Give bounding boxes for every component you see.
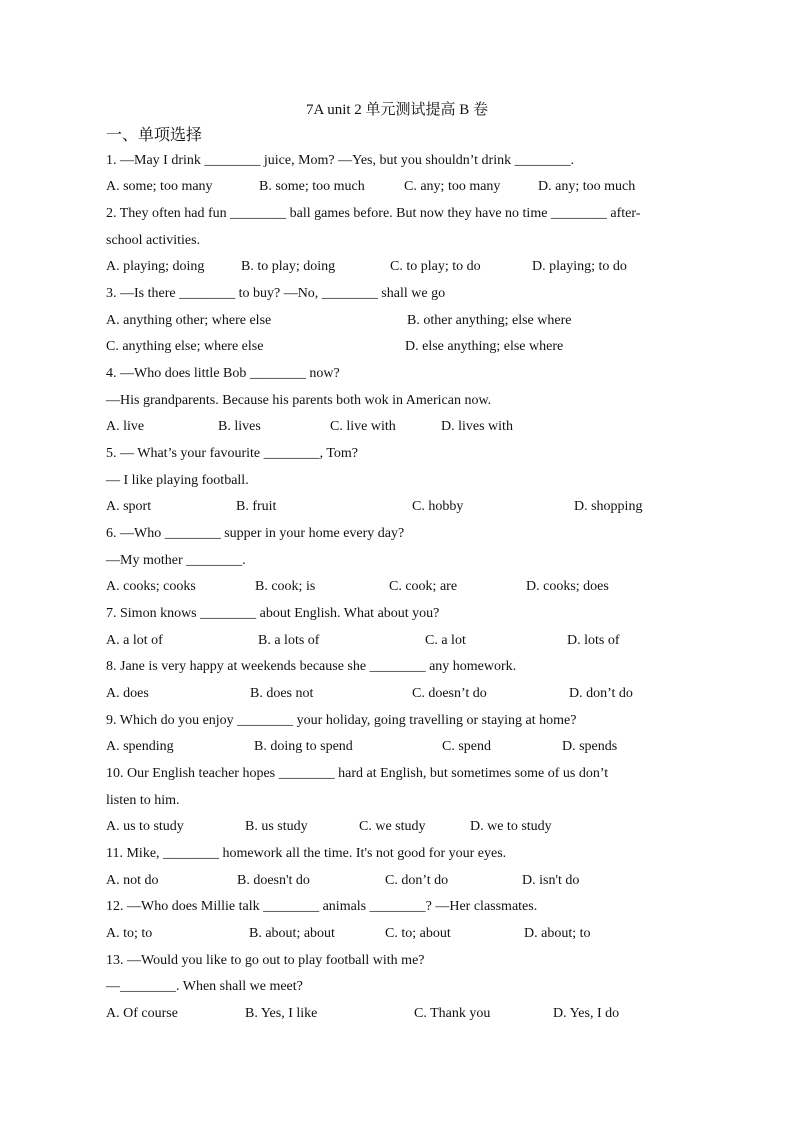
question-text-line: school activities. <box>106 233 201 248</box>
answer-option: D. about; to <box>524 926 591 941</box>
answer-option: C. cook; are <box>389 579 458 594</box>
answer-option: A. anything other; where else <box>106 313 272 328</box>
answer-option: C. spend <box>442 739 491 754</box>
question-text-line: 1. —May I drink ________ juice, Mom? —Yes, but you shouldn’t drink ________. <box>106 153 575 168</box>
answer-option: B. does not <box>250 686 314 701</box>
answer-option: C. hobby <box>412 499 464 514</box>
question-text-line: —My mother ________. <box>106 553 246 568</box>
question-text-line: 13. —Would you like to go out to play football with me? <box>106 953 425 968</box>
answer-option: B. doesn't do <box>237 873 310 888</box>
answer-option: B. lives <box>218 419 261 434</box>
question-text-line: 5. — What’s your favourite ________, Tom? <box>106 446 359 461</box>
answer-option: A. spending <box>106 739 174 754</box>
answer-option: A. us to study <box>106 819 184 834</box>
answer-option: D. lots of <box>567 633 620 648</box>
question-text-line: 2. They often had fun ________ ball games before. But now they have no time ________ after- <box>106 206 641 221</box>
answer-option: A. to; to <box>106 926 153 941</box>
answer-option: A. live <box>106 419 145 434</box>
answer-option: C. anything else; where else <box>106 339 264 354</box>
question-text-line: —His grandparents. Because his parents both wok in American now. <box>106 393 492 408</box>
question-text-line: 4. —Who does little Bob ________ now? <box>106 366 340 381</box>
question-text-line: 12. —Who does Millie talk ________ animals ________? —Her classmates. <box>106 899 538 914</box>
answer-option: C. to; about <box>385 926 451 941</box>
answer-option: B. some; too much <box>259 179 365 194</box>
answer-option: D. cooks; does <box>526 579 609 594</box>
answer-option: C. we study <box>359 819 426 834</box>
answer-option: C. to play; to do <box>390 259 481 274</box>
answer-option: A. playing; doing <box>106 259 205 274</box>
answer-option: B. us study <box>245 819 308 834</box>
answer-option: C. a lot <box>425 633 466 648</box>
answer-option: A. does <box>106 686 149 701</box>
question-text-line: —________. When shall we meet? <box>106 979 303 994</box>
question-text-line: listen to him. <box>106 793 180 808</box>
answer-option: D. else anything; else where <box>405 339 564 354</box>
answer-option: B. other anything; else where <box>407 313 572 328</box>
section-heading: 一、单项选择 <box>106 125 203 144</box>
answer-option: B. Yes, I like <box>245 1006 318 1021</box>
answer-option: B. about; about <box>249 926 335 941</box>
answer-option: B. cook; is <box>255 579 316 594</box>
answer-option: C. any; too many <box>404 179 501 194</box>
question-text-line: 10. Our English teacher hopes ________ hard at English, but sometimes some of us don’t <box>106 766 609 781</box>
answer-option: D. any; too much <box>538 179 636 194</box>
question-text-line: 7. Simon knows ________ about English. What about you? <box>106 606 440 621</box>
question-text-line: 9. Which do you enjoy ________ your holiday, going travelling or staying at home? <box>106 713 577 728</box>
answer-option: B. doing to spend <box>254 739 353 754</box>
answer-option: B. a lots of <box>258 633 320 648</box>
answer-option: A. some; too many <box>106 179 213 194</box>
answer-option: D. don’t do <box>569 686 633 701</box>
question-text-line: — I like playing football. <box>106 473 249 488</box>
question-text-line: 8. Jane is very happy at weekends because she ________ any homework. <box>106 659 517 674</box>
answer-option: A. not do <box>106 873 159 888</box>
answer-option: C. Thank you <box>414 1006 491 1021</box>
answer-option: D. lives with <box>441 419 513 434</box>
answer-option: C. doesn’t do <box>412 686 487 701</box>
answer-option: A. Of course <box>106 1006 178 1021</box>
answer-option: A. cooks; cooks <box>106 579 196 594</box>
answer-option: B. fruit <box>236 499 277 514</box>
answer-option: D. spends <box>562 739 618 754</box>
question-text-line: 6. —Who ________ supper in your home every day? <box>106 526 405 541</box>
answer-option: D. we to study <box>470 819 552 834</box>
question-text-line: 11. Mike, ________ homework all the time. It's not good for your eyes. <box>106 846 507 861</box>
answer-option: D. isn't do <box>522 873 580 888</box>
answer-option: C. don’t do <box>385 873 449 888</box>
answer-option: D. playing; to do <box>532 259 627 274</box>
answer-option: D. shopping <box>574 499 643 514</box>
answer-option: A. a lot of <box>106 633 163 648</box>
answer-option: C. live with <box>330 419 396 434</box>
question-text-line: 3. —Is there ________ to buy? —No, ________ shall we go <box>106 286 446 301</box>
answer-option: D. Yes, I do <box>553 1006 620 1021</box>
document-title: 7A unit 2 单元测试提高 B 卷 <box>305 102 489 118</box>
answer-option: A. sport <box>106 499 152 514</box>
answer-option: B. to play; doing <box>241 259 336 274</box>
